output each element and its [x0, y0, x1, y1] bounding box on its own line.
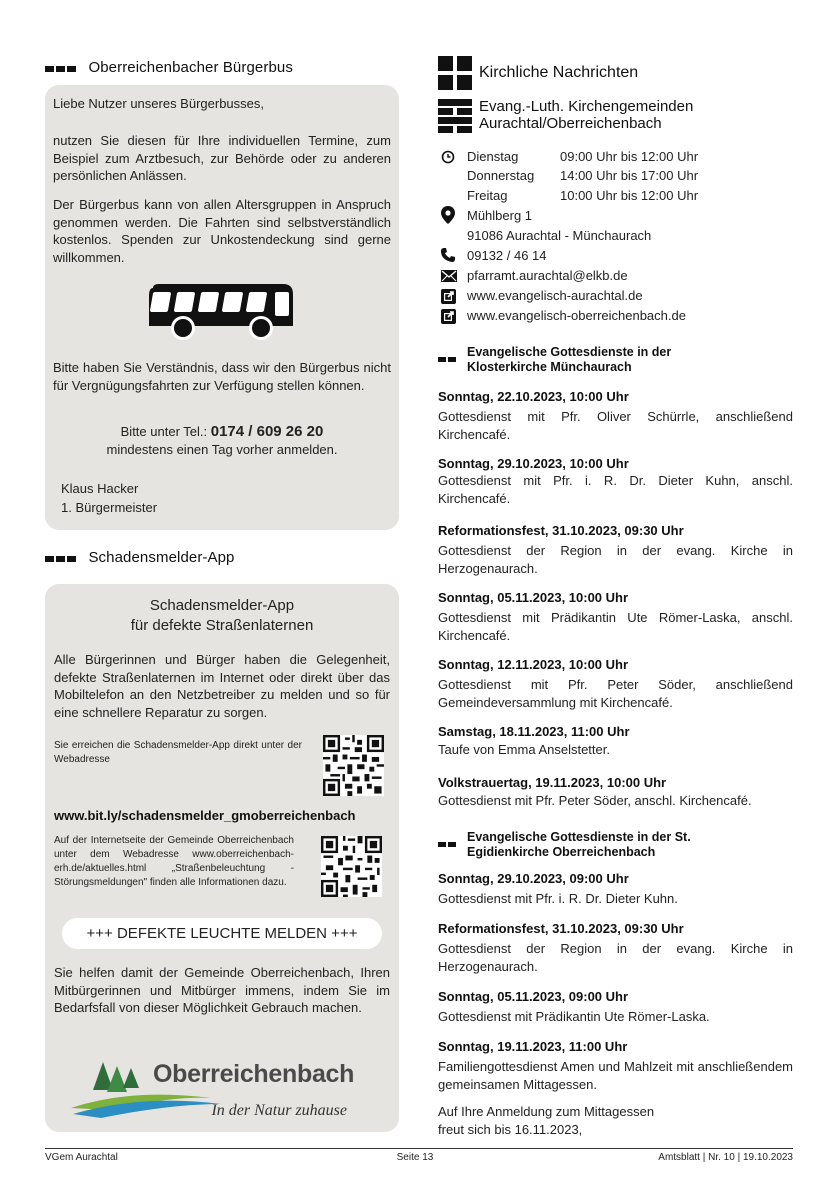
section1-title-line1: Evangelische Gottesdienste in der: [467, 345, 672, 359]
app-box-title-1: Schadensmelder-App: [149, 597, 295, 614]
service-item: [438, 1039, 793, 1103]
app-box: [45, 584, 399, 1132]
address-line2: 91086 Aurachtal - Münchaurach: [467, 228, 652, 243]
app-heading-row: [45, 549, 235, 567]
clock-icon: [441, 150, 455, 164]
oberreichenbach-logo: [71, 1052, 371, 1122]
org-line2: Aurachtal/Oberreichenbach: [479, 115, 662, 132]
location-pin-icon: [441, 206, 455, 224]
section2-title-line1: Evangelische Gottesdienste in der St.: [467, 830, 691, 844]
app-closing: Sie helfen damit der Gemeinde Oberreichenbach, Ihren Mitbürgerinnen und Mitbürger immens, indem Sie im Bedarfsfall von dieser Möglichkeit Gebrauch machen.: [54, 965, 390, 1015]
service-date: Samstag, 18.11.2023, 11:00 Uhr: [438, 724, 630, 739]
service-desc: Gottesdienst mit Pfr. i. R. Dr. Dieter Kuhn, anschl. Kirchencafé.: [438, 473, 793, 506]
web-link-2[interactable]: www.evangelisch-oberreichenbach.de: [467, 308, 686, 323]
service-desc: Gottesdienst mit Pfr. Peter Söder, anschl. Kirchencafé.: [438, 793, 752, 808]
service-date: Volkstrauertag, 19.11.2023, 10:00 Uhr: [438, 775, 667, 790]
footer-left: VGem Aurachtal: [45, 1152, 118, 1163]
heading-bullet-icon: [45, 59, 78, 77]
hours-day-3: Freitag: [467, 188, 508, 203]
qr-code-1: [323, 735, 384, 796]
closing-line2: freut sich bis 16.11.2023,: [438, 1121, 583, 1137]
mail-icon: [441, 270, 457, 282]
org-name: [479, 98, 693, 132]
service-date: Reformationsfest, 31.10.2023, 09:30 Uhr: [438, 523, 684, 538]
closing-line1: Auf Ihre Anmeldung zum Mittagessen: [438, 1104, 655, 1119]
service-date: Sonntag, 12.11.2023, 10:00 Uhr: [438, 657, 629, 672]
signer-title: 1. Bürgermeister: [61, 500, 158, 515]
org-line1: Evang.-Luth. Kirchengemeinden: [479, 98, 694, 115]
service-desc: Gottesdienst der Region in der evang. Kirche in Herzogenaurach.: [438, 543, 793, 576]
section1-title-line2: Klosterkirche Münchaurach: [467, 360, 632, 374]
service-item: [438, 590, 793, 657]
service-desc: Gottesdienst mit Prädikantin Ute Römer-Laska, anschl. Kirchencafé.: [438, 610, 793, 643]
webadresse-text: Sie erreichen die Schadensmelder-App direkt unter der Webadresse: [54, 740, 302, 765]
qr-code-2: [321, 836, 382, 897]
address-line1: Mühlberg 1: [467, 208, 533, 223]
email-link[interactable]: pfarramt.aurachtal@elkb.de: [467, 268, 628, 283]
app-box-title-2: für defekte Straßenlaternen: [130, 617, 314, 634]
service-item: [438, 921, 793, 989]
service-item: [438, 523, 793, 590]
service-desc: Gottesdienst mit Pfr. Oliver Schürrle, anschließend Kirchencafé.: [438, 409, 793, 442]
service-item: [438, 456, 793, 523]
service-desc: Taufe von Emma Anselstetter.: [438, 742, 610, 757]
bus-greeting: Liebe Nutzer unseres Bürgerbusses,: [53, 96, 265, 111]
service-item: [438, 389, 793, 456]
hours-time-1: 09:00 Uhr bis 12:00 Uhr: [560, 149, 699, 164]
external-link-icon: [441, 309, 456, 324]
bus-para1: nutzen Sie diesen für Ihre individuellen Termine, zum Beispiel zum Arztbesuch, zur Behörde oder zu anderen persönlichen Anlässen.: [53, 133, 391, 183]
service-item: [438, 724, 793, 775]
footer-page: Seite 13: [396, 1152, 434, 1163]
service-item: [438, 871, 793, 921]
bus-para3: Bitte haben Sie Verständnis, dass wir den Bürgerbus nicht für Vergnügungsfahrten zur Verfügung stellen können.: [53, 360, 391, 393]
services2-list: [438, 871, 793, 1138]
hours-day-2: Donnerstag: [467, 168, 535, 183]
section-bullet-icon: [438, 349, 458, 367]
service-desc: Gottesdienst mit Pfr. Peter Söder, anschließend Gemeindeversammlung mit Kirchencafé.: [438, 677, 793, 710]
service-date: Sonntag, 05.11.2023, 10:00 Uhr: [438, 590, 629, 605]
footer-right: Amtsblatt | Nr. 10 | 19.10.2023: [658, 1152, 793, 1163]
hours-time-3: 10:00 Uhr bis 12:00 Uhr: [560, 188, 699, 203]
church-heading: Kirchliche Nachrichten: [479, 64, 639, 81]
service-date: Sonntag, 29.10.2023, 09:00 Uhr: [438, 871, 629, 886]
heading-bullet-icon: [45, 549, 78, 567]
bus-heading-row: [45, 59, 293, 77]
external-link-icon: [441, 289, 456, 304]
phone-icon: [441, 248, 455, 262]
service-item: [438, 775, 793, 825]
church-logo-icon: [438, 56, 472, 95]
report-banner: +++ DEFEKTE LEUCHTE MELDEN +++: [62, 918, 382, 949]
bus-icon: [147, 282, 295, 347]
hours-time-2: 14:00 Uhr bis 17:00 Uhr: [560, 168, 699, 183]
service-date: Sonntag, 29.10.2023, 10:00 Uhr: [438, 456, 629, 471]
tel-prefix: Bitte unter Tel.:: [120, 424, 211, 439]
services1-list: [438, 389, 793, 825]
bus-heading: Oberreichenbacher Bürgerbus: [88, 59, 293, 77]
phone-number: 09132 / 46 14: [467, 248, 547, 263]
service-date: Sonntag, 22.10.2023, 10:00 Uhr: [438, 389, 629, 404]
logo-slogan: In der Natur zuhause: [211, 1102, 347, 1119]
footer-rule: [45, 1148, 793, 1149]
service-item: [438, 657, 793, 724]
tel-suffix: mindestens einen Tag vorher anmelden.: [106, 442, 338, 457]
section-bullet-icon: [438, 834, 458, 852]
service-desc: Gottesdienst der Region in der evang. Kirche in Herzogenaurach.: [438, 941, 793, 974]
service-item: [438, 989, 793, 1039]
service-date: Reformationsfest, 31.10.2023, 09:30 Uhr: [438, 921, 684, 936]
service-date: Sonntag, 19.11.2023, 11:00 Uhr: [438, 1039, 628, 1054]
section2-title-line2: Egidienkirche Oberreichenbach: [467, 845, 656, 859]
website-text: Auf der Internetseite der Gemeinde Oberreichenbach unter dem Webadresse www.oberreichenbach-erh.de/aktuelles.html „Straßenbeleuchtung - Störungsmeldungen" finden alle Informationen dazu.: [54, 835, 294, 888]
tel-number: 0174 / 609 26 20: [210, 423, 324, 440]
web-link-1[interactable]: www.evangelisch-aurachtal.de: [467, 288, 643, 303]
org-logo-icon: [438, 99, 472, 138]
service-desc: Gottesdienst mit Pfr. i. R. Dr. Dieter Kuhn.: [438, 891, 678, 906]
app-intro: Alle Bürgerinnen und Bürger haben die Gelegenheit, defekte Straßenlaternen im Internet oder direkt über das Mobiltelefon an den Netzbetreiber zu melden und so für eine schnellere Reparatur zu sorgen.: [54, 652, 390, 720]
short-url-link[interactable]: www.bit.ly/schadensmelder_gmoberreichenbach: [54, 808, 356, 823]
service-desc: Familiengottesdienst Amen und Mahlzeit mit anschließendem gemeinsamen Mittagessen.: [438, 1059, 793, 1092]
bus-tel-line: [45, 423, 399, 440]
hours-day-1: Dienstag: [467, 149, 519, 164]
bus-para2: Der Bürgerbus kann von allen Altersgruppen in Anspruch genommen werden. Die Fahrten sind selbstverständlich kostenlos. Spenden zur Unkostendeckung sind gerne willkommen.: [53, 197, 391, 265]
bus-box: [45, 85, 399, 530]
service-date: Sonntag, 05.11.2023, 09:00 Uhr: [438, 989, 629, 1004]
logo-name: Oberreichenbach: [153, 1060, 355, 1088]
app-heading: Schadensmelder-App: [88, 549, 235, 567]
service-desc: Gottesdienst mit Prädikantin Ute Römer-Laska.: [438, 1009, 710, 1024]
signer-name: Klaus Hacker: [61, 481, 139, 496]
